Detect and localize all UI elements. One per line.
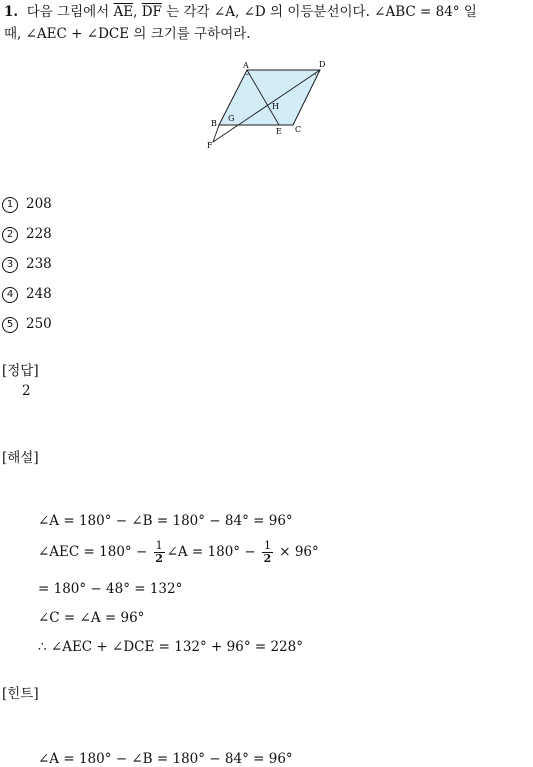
choice-3[interactable]: [2, 256, 52, 273]
explanation-eq-4: ∠C = ∠A = 96°: [38, 610, 145, 626]
label-e: E: [276, 127, 282, 136]
question-number: 1.: [4, 4, 19, 20]
question-text-pre: 다음 그림에서: [26, 4, 114, 20]
explanation-eq-5: ∴ ∠AEC + ∠DCE = 132° + 96° = 228°: [38, 639, 303, 655]
segment-df: $\overline{DF}$: [141, 4, 162, 20]
choice-2[interactable]: [2, 226, 52, 243]
label-b: B: [211, 119, 217, 128]
label-a: A: [243, 61, 249, 70]
explanation-eq-2: [38, 540, 319, 565]
choice-value-2: 228: [26, 226, 52, 242]
segment-ae: $\overline{AE}$: [113, 4, 134, 20]
choice-mark-2: 2: [2, 227, 18, 243]
label-c: C: [295, 125, 302, 134]
hint-label: [힌트]: [2, 686, 39, 702]
fraction-half-1: [154, 540, 165, 565]
choice-mark-5: 5: [2, 317, 18, 333]
question-line-1: [4, 2, 477, 22]
hint-eq-1: ∠A = 180° − ∠B = 180° − 84° = 96°: [38, 751, 293, 767]
label-h: H: [272, 102, 279, 111]
choice-mark-3: 3: [2, 257, 18, 273]
eq2-part-c: × 96°: [274, 544, 319, 560]
eq2-part-a: ∠AEC = 180° −: [38, 544, 152, 560]
fraction-1-numerator: 1: [155, 539, 163, 552]
fraction-2-numerator: 1: [263, 539, 271, 552]
explanation-eq-3: = 180° − 48° = 132°: [38, 581, 183, 597]
label-d: D: [319, 60, 326, 69]
choice-value-1: 208: [26, 196, 52, 212]
fraction-half-2: [262, 540, 273, 565]
choice-value-3: 238: [26, 256, 52, 272]
explanation-eq-1: ∠A = 180° − ∠B = 180° − 84° = 96°: [38, 513, 293, 529]
choice-4[interactable]: [2, 286, 52, 303]
question-comma: ,: [133, 4, 142, 20]
eq2-part-b: ∠A = 180° −: [166, 544, 260, 560]
choice-value-5: 250: [26, 316, 52, 332]
choice-5[interactable]: [2, 316, 52, 333]
parallelogram-figure: [200, 56, 335, 152]
question-text-post: 는 각각 ∠A, ∠D 의 이등분선이다. ∠ABC = 84° 일: [161, 4, 477, 20]
fraction-2-denominator: 2: [263, 552, 272, 565]
question-line-2: 때, ∠AEC + ∠DCE 의 크기를 구하여라.: [4, 26, 251, 42]
fraction-1-denominator: 2: [155, 552, 163, 565]
choice-1[interactable]: [2, 196, 52, 213]
choice-mark-4: 4: [2, 287, 18, 303]
choice-value-4: 248: [26, 286, 52, 302]
explanation-label: [해설]: [2, 450, 39, 466]
answer-label: [정답]: [2, 363, 39, 379]
answer-value: 2: [22, 383, 31, 399]
label-f: F: [207, 141, 213, 150]
label-g: G: [228, 114, 235, 123]
choice-mark-1: 1: [2, 197, 18, 213]
